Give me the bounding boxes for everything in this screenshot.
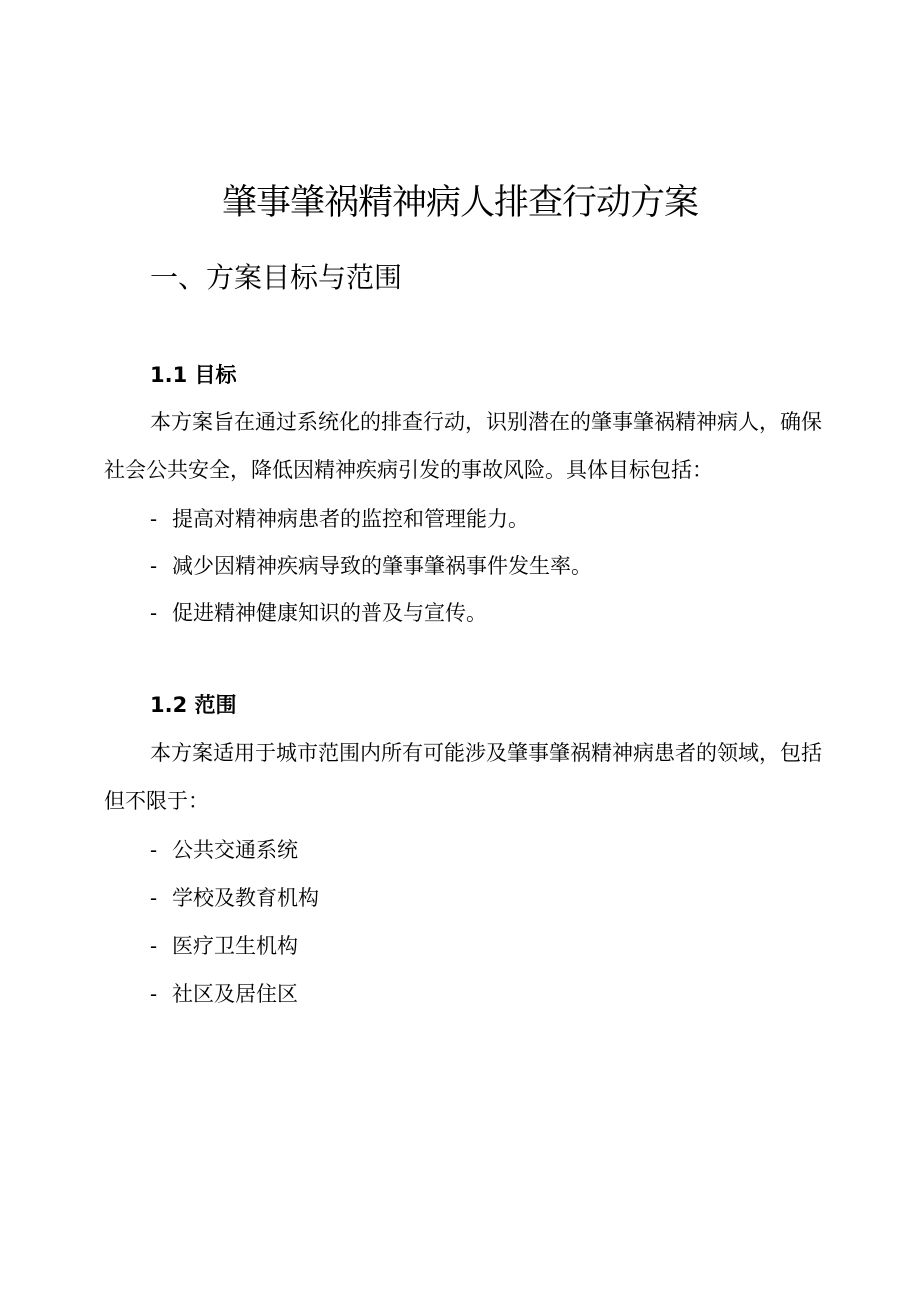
scope-item-text: 医疗卫生机构 (172, 934, 298, 958)
section-heading: 一、方案目标与范围 (150, 261, 403, 294)
scope-item-text: 公共交通系统 (172, 838, 298, 862)
goal-list-item (150, 598, 487, 628)
scope-item-text: 社区及居住区 (172, 982, 298, 1006)
document-title: 肇事肇祸精神病人排查行动方案 (221, 183, 698, 223)
goal-paragraph: 本方案旨在通过系统化的排查行动，识别潜在的肇事肇祸精神病人，确保社会公共安全，降低因精神疾病引发的事故风险。具体目标包括： (104, 410, 822, 482)
scope-heading: 1.2 范围 (150, 693, 237, 717)
goal-list-item (150, 504, 529, 534)
scope-paragraph: 本方案适用于城市范围内所有可能涉及肇事肇祸精神病患者的领域，包括但不限于： (104, 741, 822, 813)
list-dash: - (150, 934, 158, 958)
goal-item-text: 促进精神健康知识的普及与宣传。 (172, 601, 487, 625)
list-dash: - (150, 982, 158, 1006)
scope-list-item (150, 931, 298, 961)
list-dash: - (150, 601, 158, 625)
scope-list-item (150, 883, 319, 913)
goal-item-text: 减少因精神疾病导致的肇事肇祸事件发生率。 (172, 554, 592, 578)
list-dash: - (150, 554, 158, 578)
goal-heading: 1.1 目标 (150, 363, 237, 387)
list-dash: - (150, 886, 158, 910)
scope-list-item (150, 979, 298, 1009)
scope-item-text: 学校及教育机构 (172, 886, 319, 910)
list-dash: - (150, 507, 158, 531)
goal-list-item (150, 551, 592, 581)
goal-item-text: 提高对精神病患者的监控和管理能力。 (172, 507, 529, 531)
scope-list-item (150, 835, 298, 865)
list-dash: - (150, 838, 158, 862)
